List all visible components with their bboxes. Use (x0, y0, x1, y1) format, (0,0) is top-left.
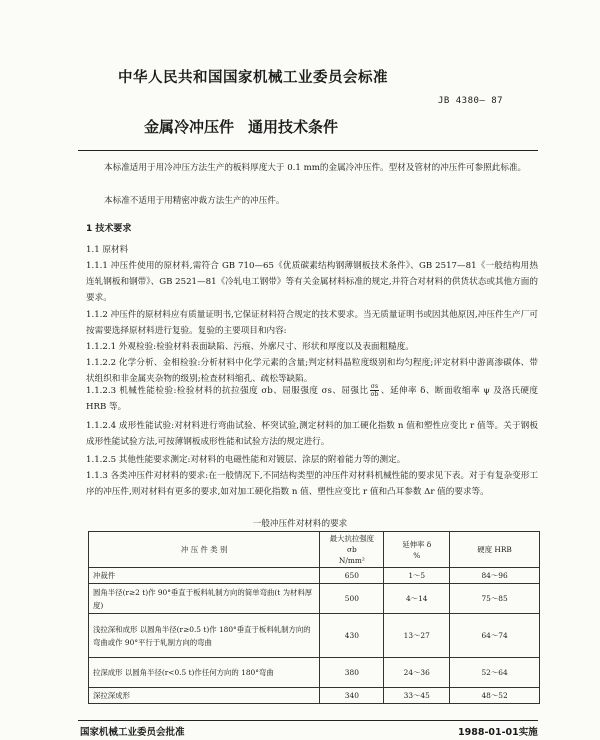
row-hardness: 48～52 (450, 688, 540, 704)
row-strength: 430 (320, 614, 384, 658)
material-requirements-table (88, 531, 540, 704)
header-category: 冲 压 件 类 别 (89, 532, 320, 568)
row-category: 拉深成形 以圆角半径(r<0.5 t)作任何方向的 180°弯曲 (89, 658, 320, 688)
row-hardness: 75～85 (450, 584, 540, 614)
row-category: 圆角半径(r≥2 t)作 90°垂直于板料轧制方向的简单弯曲(t 为材料厚度) (89, 584, 320, 614)
clause-1-1-1: 1.1.1 冲压件使用的原材料,需符合 GB 710—65《优质碳素结构钢薄钢板技术条件》、GB 2517—81《一般结构用热连轧钢板和钢带》、GB 2521—81《冷轧电工钢带》等有关金属材料标准的规定,并符合对材料的供货状态或其他方面的要求。 (86, 261, 538, 303)
row-elongation: 13～27 (384, 614, 450, 658)
row-elongation: 4～14 (384, 584, 450, 614)
clause-1-1-2-4: 1.1.2.4 成形性能试验:对材料进行弯曲试验、杯突试验,测定材料的加工硬化指数 n 值和塑性应变比 r 值等。关于钢板成形性能试验方法,可按薄钢板成形性能和试验方法的规定进行。 (86, 421, 538, 447)
row-strength: 650 (320, 568, 384, 584)
row-category: 浅拉深和成形 以圆角半径(r≥0.5 t)作 180°垂直于板料轧制方向的弯曲或作 90°平行于轧制方向的弯曲 (89, 614, 320, 658)
table-row (89, 568, 540, 584)
row-hardness: 84～96 (450, 568, 540, 584)
row-elongation: 1～5 (384, 568, 450, 584)
clause-1-1-2-5: 1.1.2.5 其他性能要求测定:对材料的电磁性能和对镀层、涂层的附着能力等的测定。 (86, 455, 406, 465)
row-elongation: 33～45 (384, 688, 450, 704)
title-main: 金属冷冲压件 (144, 118, 235, 136)
table-row (89, 584, 540, 614)
header-rule (78, 150, 538, 151)
effective-date: 1988-01-01实施 (458, 727, 538, 738)
table-row (89, 688, 540, 704)
issuing-organization: 中华人民共和国国家机械工业委员会标准 (118, 70, 388, 86)
row-elongation: 24～36 (384, 658, 450, 688)
approval-authority: 国家机械工业委员会批准 (80, 727, 185, 738)
header-elongation: 延伸率 δ % (384, 532, 450, 568)
clause-1-1-2-1: 1.1.2.1 外观检验:检验材料表面缺陷、污痕、外廓尺寸、形状和厚度以及表面粗糙度。 (86, 342, 414, 352)
scope-paragraph-1: 本标准适用于用冷冲压方法生产的板料厚度大于 0.1 mm的金属冷冲压件。型材及管材的冲压件可参照此标准。 (104, 163, 527, 173)
row-strength: 380 (320, 658, 384, 688)
row-category: 深拉深成形 (89, 688, 320, 704)
table-row (89, 614, 540, 658)
footer-rule (78, 720, 538, 721)
clause-1-1-3: 1.1.3 各类冲压件对材料的要求:在一般情况下,不同结构类型的冲压件对材料机械性能的要求见下表。对于有复杂变形工序的冲压件,则对材料有更多的要求,如对加工硬化指数 n 值、塑性应变比 r 值和凸耳参数 Δr 值的要求等。 (86, 471, 538, 497)
title-sub: 通用技术条件 (248, 118, 339, 136)
table-row (89, 658, 540, 688)
clause-1-1-2: 1.1.2 冲压件的原材料应有质量证明书,它保证材料符合规定的技术要求。当无质量证明书或因其他原因,冲压件生产厂可按需要选择原材料进行复验。复验的主要项目和内容: (86, 310, 538, 336)
scope-paragraph-2: 本标准不适用于用精密冲裁方法生产的冲压件。 (104, 196, 285, 206)
header-strength: 最大抗拉强度 σb N/mm² (320, 532, 384, 568)
standard-code: JB 4380— 87 (438, 96, 504, 106)
row-strength: 500 (320, 584, 384, 614)
section-1-1-heading: 1.1 原材料 (86, 245, 129, 255)
yield-ratio-fraction: $\frac{\sigma s}{\sigma b}$ (370, 383, 379, 398)
table-header-row (89, 532, 540, 568)
header-hardness: 硬度 HRB (450, 532, 540, 568)
clause-1-1-2-2: 1.1.2.2 化学分析、金相检验:分析材料中化学元素的含量;判定材料晶粒度级别和均匀程度;评定材料中游离渗碳体、带状组织和非金属夹杂物的级别;检查材料缩孔、疏松等缺陷。 (86, 358, 538, 384)
row-category: 冲裁件 (89, 568, 320, 584)
row-hardness: 64～74 (450, 614, 540, 658)
document-title (144, 116, 338, 137)
table-caption: 一般冲压件对材料的要求 (252, 519, 348, 529)
row-hardness: 52～64 (450, 658, 540, 688)
row-strength: 340 (320, 688, 384, 704)
clause-1-1-2-3: 1.1.2.3 机械性能检验:检验材料的抗拉强度 σb、屈服强度 σs、屈强比 $\frac{\sigma s}{\sigma b}$ 、延伸率 δ、断面收缩率 ψ 及洛氏硬度 HRB 等。 (86, 383, 538, 412)
section-1-heading: 1 技术要求 (86, 224, 132, 234)
